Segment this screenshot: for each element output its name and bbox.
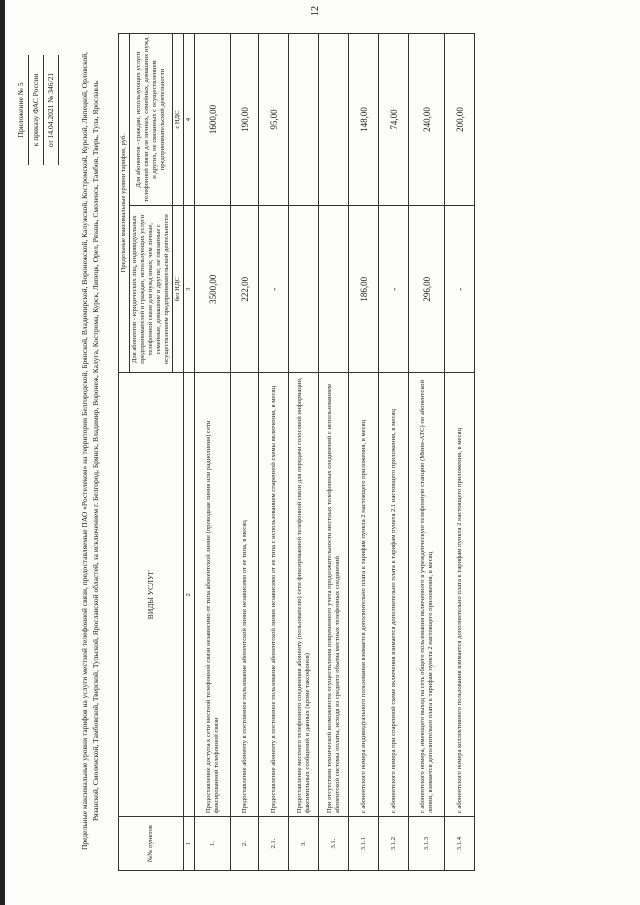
row-number: 3.1.2 bbox=[379, 817, 409, 871]
row-person-value: 95,00 bbox=[259, 34, 289, 206]
row-service-text: При отсутствии технической возможности осуществления повременного учета продолжительности местных телефонных соединений с использованием абонентской системы оплаты, исходя из среднего объема местных телефонных соединений bbox=[319, 373, 349, 817]
table-row bbox=[349, 34, 379, 871]
table-row bbox=[289, 34, 319, 871]
row-legal-value: 3500,00 bbox=[195, 206, 231, 373]
appendix-title: Приложение № 5 bbox=[14, 55, 29, 165]
row-number: 3.1.4 bbox=[445, 817, 475, 871]
row-number: 3.1.1 bbox=[349, 817, 379, 871]
col-legal-header: Для абонентов - юридических лиц, индивидуальных предпринимателей и граждан, использующих услуги телефонной связи для нужд иных, чем личные, семейные, домашние и другие, не связанные с осуществлением предпринимательской деятельности bbox=[130, 206, 173, 373]
row-legal-value: 222,00 bbox=[231, 206, 259, 373]
row-person-value: 148,00 bbox=[349, 34, 379, 206]
appendix-date: от 14.04.2021 № 346/21 bbox=[44, 55, 59, 165]
col-index: 4 bbox=[184, 34, 195, 206]
row-service-text: с абонентского номера индивидуального пользования взимается дополнительно плата к тарифам пункта 2 настоящего приложения, в месяц bbox=[349, 373, 379, 817]
table-row bbox=[379, 34, 409, 871]
col-person-header: Для абонентов - граждан, использующих услуги телефонной связи для личных, семейных, домашних нужд и других, не связанных с осуществлением предпринимательской деятельности bbox=[130, 34, 173, 206]
row-person-value: 74,00 bbox=[379, 34, 409, 206]
col-index: 3 bbox=[184, 206, 195, 373]
row-person-value: 1600,00 bbox=[195, 34, 231, 206]
row-legal-value bbox=[289, 206, 319, 373]
row-person-value: 200,00 bbox=[445, 34, 475, 206]
row-service-text: с абонентского номера коллективного пользования взимается дополнительно плата к тарифам пункта 2 настоящего приложения, в месяц bbox=[445, 373, 475, 817]
row-person-value: 190,00 bbox=[231, 34, 259, 206]
table-row bbox=[319, 34, 349, 871]
appendix-order: к приказу ФАС России bbox=[29, 55, 44, 165]
table-row bbox=[231, 34, 259, 871]
row-number: 2. bbox=[231, 817, 259, 871]
row-legal-value: 296,00 bbox=[409, 206, 445, 373]
row-service-text: с абонентского номера, имеющего выход на сеть общего пользования включенного в учрежденческую телефонную станцию (Мини-АТС) по абонентской линии, взимается дополнительно плата к тарифам пункта 2 настоящего приложения, в месяц bbox=[409, 373, 445, 817]
row-legal-value: 186,00 bbox=[349, 206, 379, 373]
col-services-header: ВИДЫ УСЛУГ bbox=[119, 373, 184, 817]
table-row bbox=[409, 34, 445, 871]
col-novat-header: без НДС bbox=[173, 206, 184, 373]
col-number-header: №№ пунктов bbox=[119, 817, 184, 871]
row-legal-value: - bbox=[259, 206, 289, 373]
row-number: 3.1. bbox=[319, 817, 349, 871]
row-person-value: 240,00 bbox=[409, 34, 445, 206]
row-service-text: Предоставление абоненту в постоянное пользование абонентской линии независимо от ее типа с использованием спаренной схемы включения, в месяц bbox=[259, 373, 289, 817]
row-legal-value: - bbox=[379, 206, 409, 373]
table-body bbox=[195, 34, 475, 871]
row-person-value bbox=[319, 34, 349, 206]
row-service-text: Предоставление доступа к сети местной телефонной связи независимо от типа абонентской линии (проводная линия или радиолиния) сети фиксированной телефонной связи bbox=[195, 373, 231, 817]
col-group-header: Предельные максимальные уровни тарифов, руб. bbox=[119, 34, 130, 373]
row-service-text: с абонентского номера при спаренной схеме включения взимается дополнительно плата к тарифам пункта 2.1 настоящего приложения, в месяц bbox=[379, 373, 409, 817]
page-number: 12 bbox=[310, 6, 321, 16]
col-index: 2 bbox=[184, 373, 195, 817]
col-index: 1 bbox=[184, 817, 195, 871]
row-service-text: Предоставление местного телефонного соединения абоненту (пользователю) сети фиксированной телефонной связи для передачи голосовой информации, факсимильных сообщений и данных (кроме таксофонов) bbox=[289, 373, 319, 817]
table-row bbox=[259, 34, 289, 871]
row-legal-value bbox=[319, 206, 349, 373]
table-row bbox=[195, 34, 231, 871]
row-number: 2.1. bbox=[259, 817, 289, 871]
row-legal-value: - bbox=[445, 206, 475, 373]
row-service-text: Предоставление абоненту в постоянное пользование абонентской линии независимо от ее типа, в месяц bbox=[231, 373, 259, 817]
row-number: 1. bbox=[195, 817, 231, 871]
table-row bbox=[445, 34, 475, 871]
row-number: 3. bbox=[289, 817, 319, 871]
tariff-table bbox=[118, 33, 475, 871]
row-number: 3.1.3 bbox=[409, 817, 445, 871]
document-heading: Предельные максимальные уровни тарифов на услуги местной телефонной связи, предоставляемые ПАО «Ростелеком» на территории Белгородской, Брянской, Владимирской, Воронежской, Калужской, Костромской, Курской, Липецкой, Орловской, Рязанской, Смоленской, Тамбовской, Тверской, Тульской, Ярославской областей, за исключением г. Белгород, Брянск, Владимир, Воронеж, Калуга, Кострома, Курск, Липецк, Орел, Рязань, Смоленск, Тамбов, Тверь, Тула, Ярославль bbox=[80, 51, 100, 851]
row-person-value bbox=[289, 34, 319, 206]
appendix-block bbox=[14, 55, 59, 165]
col-vat-header: с НДС bbox=[173, 34, 184, 206]
